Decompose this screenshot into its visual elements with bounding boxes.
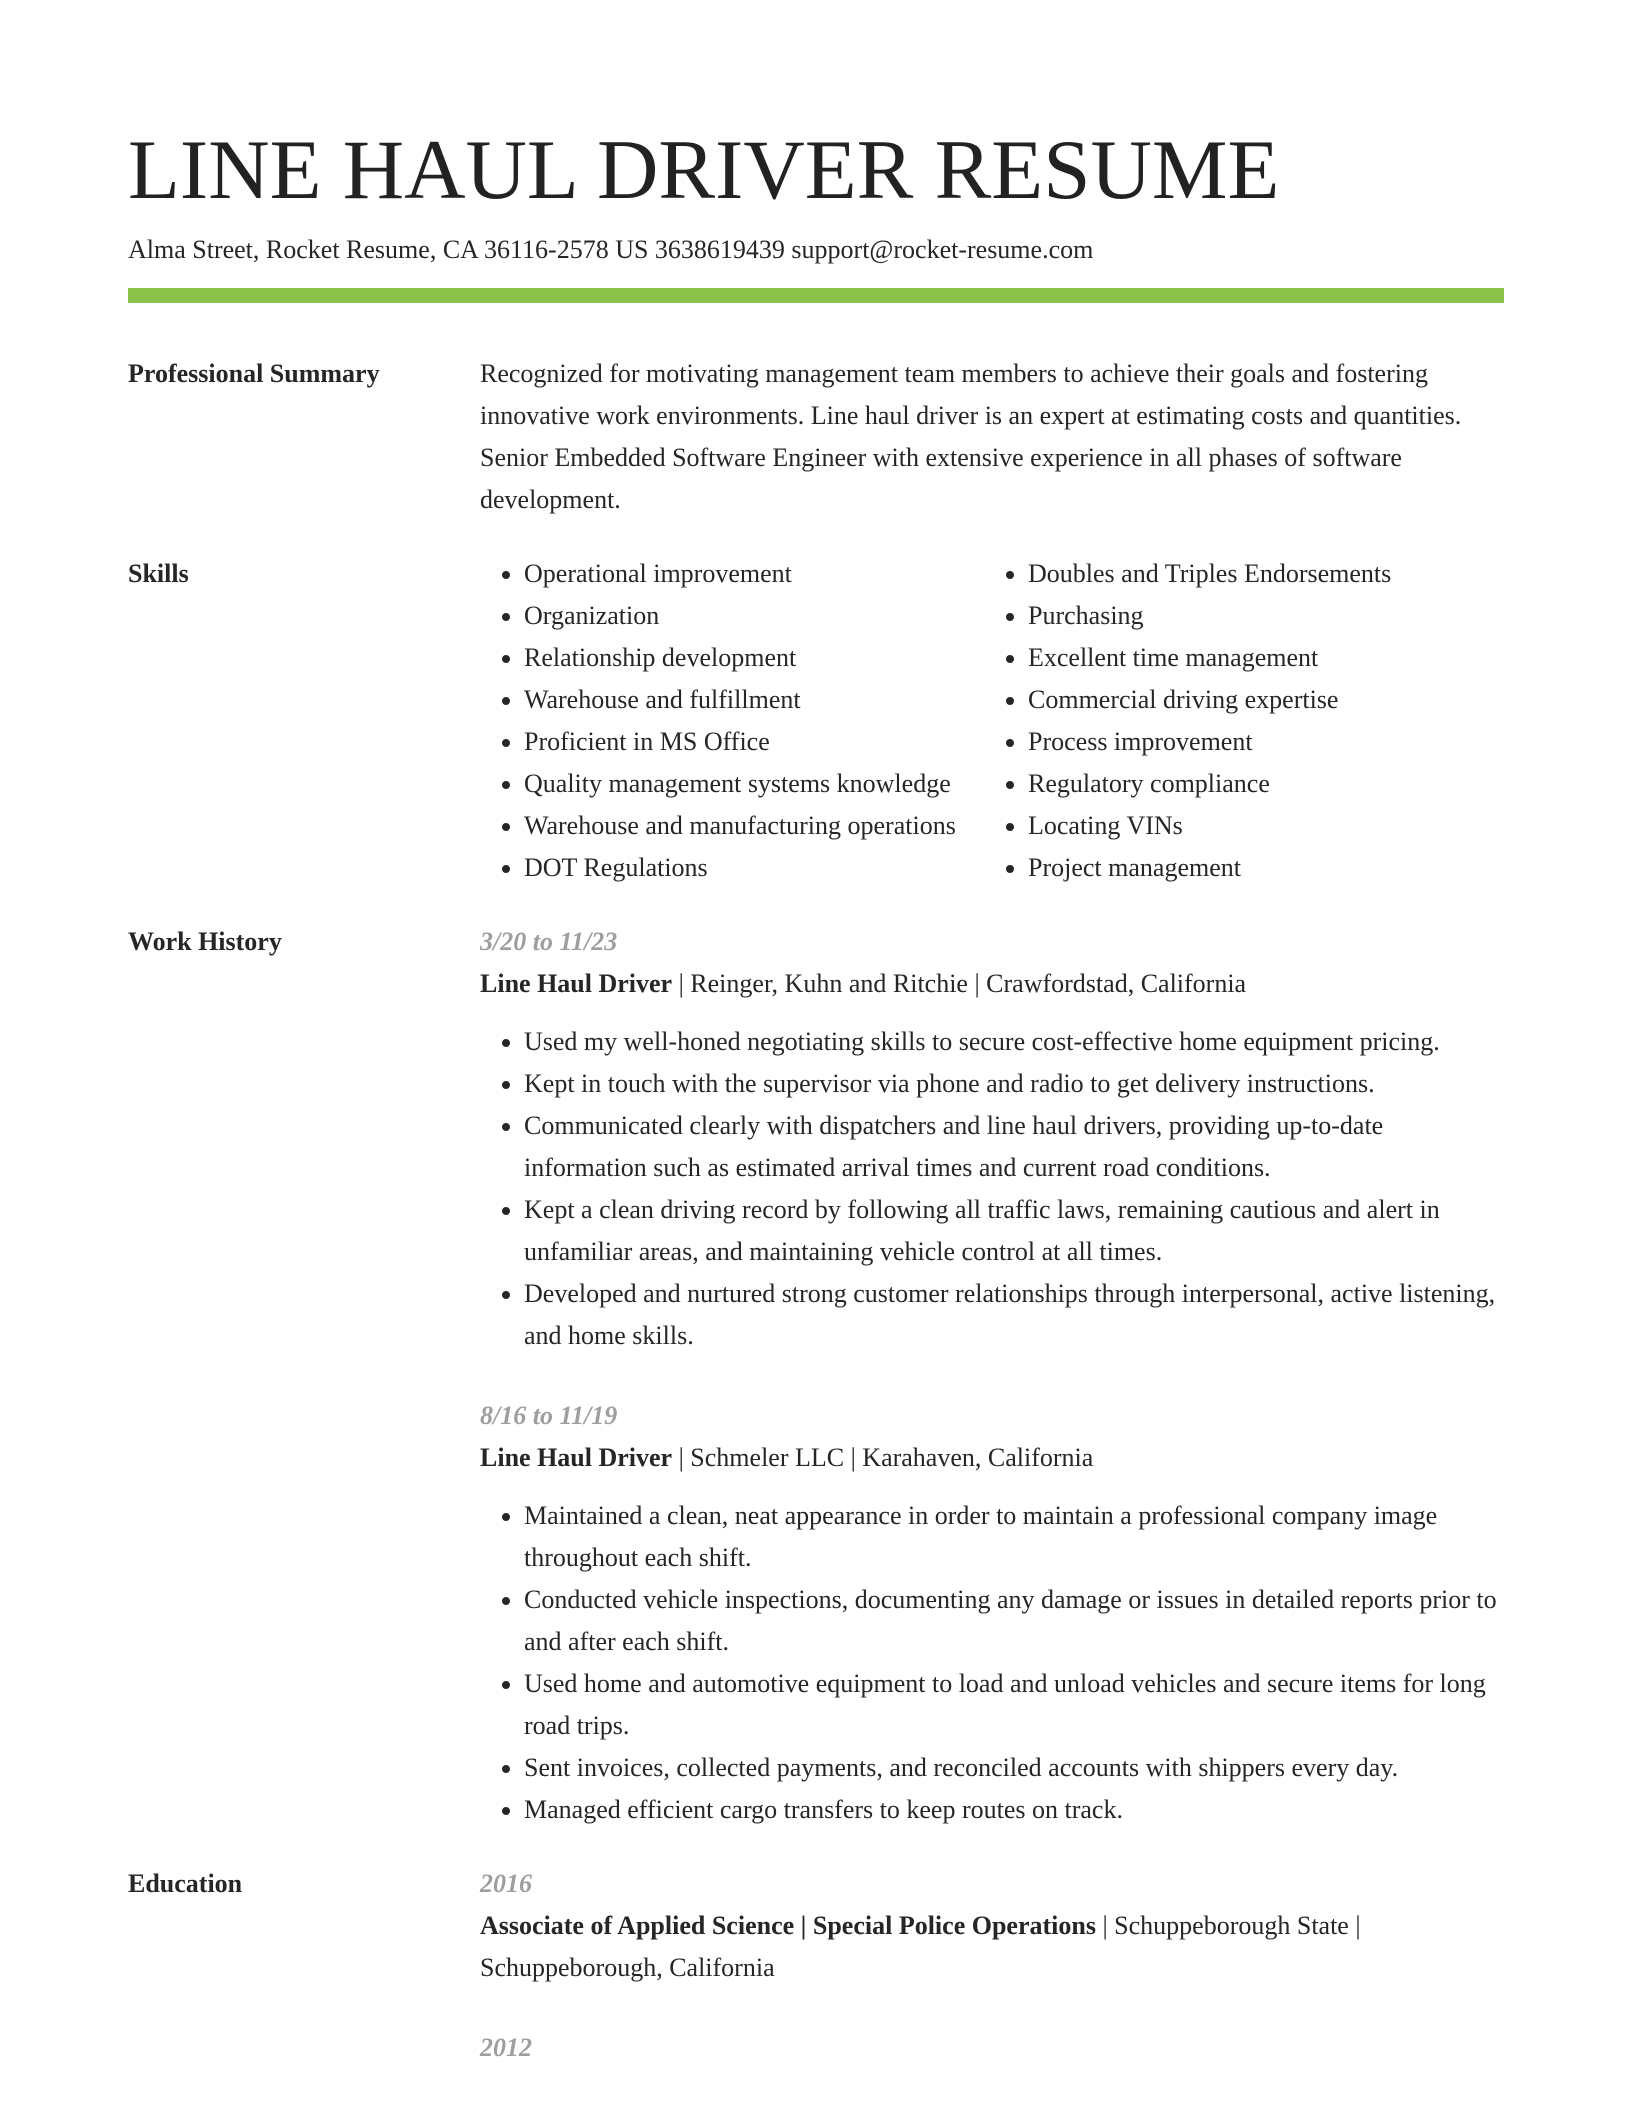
skills-columns (480, 553, 1504, 889)
job-bullets (480, 1021, 1504, 1357)
education-section (128, 1863, 1504, 2069)
job-title: Line Haul Driver (480, 969, 673, 998)
header-divider (128, 288, 1504, 303)
skill-item: • Organization (524, 595, 984, 637)
skill-item: • Proficient in MS Office (524, 721, 984, 763)
skills-column-1 (480, 553, 984, 889)
job-bullet: • Kept in touch with the supervisor via phone and radio to get delivery instructions. (524, 1063, 1504, 1105)
skill-item: • Quality management systems knowledge (524, 763, 984, 805)
education-date: 2012 (480, 2033, 532, 2062)
contact-line: Alma Street, Rocket Resume, CA 36116-2578 US 3638619439 support@rocket-resume.com (128, 235, 1094, 264)
job-entry (480, 921, 1504, 1357)
work-history-section (128, 921, 1504, 1831)
job-title: Line Haul Driver (480, 1443, 673, 1472)
summary-text: Recognized for motivating management team members to achieve their goals and fostering innovative work environments. Line haul driver is an expert at estimating costs and quantities. Senior Embedded Software Engineer with extensive experience in all phases of software development. (480, 359, 1462, 514)
job-date: 3/20 to 11/23 (480, 927, 618, 956)
skill-item: • Regulatory compliance (1028, 763, 1504, 805)
section-label-education: Education (128, 1869, 243, 1898)
degree-title: Associate of Applied Science | Special Police Operations (480, 1911, 1096, 1940)
skills-section (128, 553, 1504, 889)
education-heading (480, 1905, 1504, 1989)
skills-column-2 (984, 553, 1504, 889)
job-details: | Reinger, Kuhn and Ritchie | Crawfordstad, California (672, 969, 1247, 998)
education-body (480, 1863, 1504, 2069)
job-bullets (480, 1495, 1504, 1831)
job-bullet: • Used my well-honed negotiating skills to secure cost-effective home equipment pricing. (524, 1021, 1504, 1063)
school-details: | Schuppeborough State | Schuppeborough, California (480, 1911, 1361, 1982)
job-bullet: • Developed and nurtured strong customer relationships through interpersonal, active listening, and home skills. (524, 1273, 1504, 1357)
skill-item: • Relationship development (524, 637, 984, 679)
skill-item: • Warehouse and manufacturing operations (524, 805, 984, 847)
job-bullet: • Managed efficient cargo transfers to keep routes on track. (524, 1789, 1504, 1831)
skill-item: • Commercial driving expertise (1028, 679, 1504, 721)
job-bullet: • Conducted vehicle inspections, documenting any damage or issues in detailed reports prior to and after each shift. (524, 1579, 1504, 1663)
skill-item: • Doubles and Triples Endorsements (1028, 553, 1504, 595)
education-entry (480, 1863, 1504, 1989)
job-heading (480, 963, 1504, 1005)
job-bullet: • Kept a clean driving record by following all traffic laws, remaining cautious and alert in unfamiliar areas, and maintaining vehicle control at all times. (524, 1189, 1504, 1273)
section-label-skills: Skills (128, 559, 189, 588)
skill-item: • Excellent time management (1028, 637, 1504, 679)
job-bullet: • Used home and automotive equipment to load and unload vehicles and secure items for long road trips. (524, 1663, 1504, 1747)
resume-page (128, 120, 1504, 2069)
job-date: 8/16 to 11/19 (480, 1401, 618, 1430)
job-details: | Schmeler LLC | Karahaven, California (672, 1443, 1094, 1472)
skill-item: • Locating VINs (1028, 805, 1504, 847)
section-label-summary: Professional Summary (128, 359, 380, 388)
education-entry (480, 2027, 1504, 2069)
resume-title: LINE HAUL DRIVER RESUME (128, 123, 1280, 217)
section-label-work-history: Work History (128, 927, 282, 956)
skill-item: • Project management (1028, 847, 1504, 889)
skill-item: • Operational improvement (524, 553, 984, 595)
skill-item: • Warehouse and fulfillment (524, 679, 984, 721)
work-history-body (480, 921, 1504, 1831)
job-entry (480, 1395, 1504, 1831)
skill-item: • Process improvement (1028, 721, 1504, 763)
skill-item: • Purchasing (1028, 595, 1504, 637)
education-date: 2016 (480, 1869, 532, 1898)
job-bullet: • Communicated clearly with dispatchers and line haul drivers, providing up-to-date information such as estimated arrival times and current road conditions. (524, 1105, 1504, 1189)
summary-section (128, 353, 1504, 521)
skill-item: • DOT Regulations (524, 847, 984, 889)
job-bullet: • Maintained a clean, neat appearance in order to maintain a professional company image throughout each shift. (524, 1495, 1504, 1579)
job-bullet: • Sent invoices, collected payments, and reconciled accounts with shippers every day. (524, 1747, 1504, 1789)
job-heading (480, 1437, 1504, 1479)
